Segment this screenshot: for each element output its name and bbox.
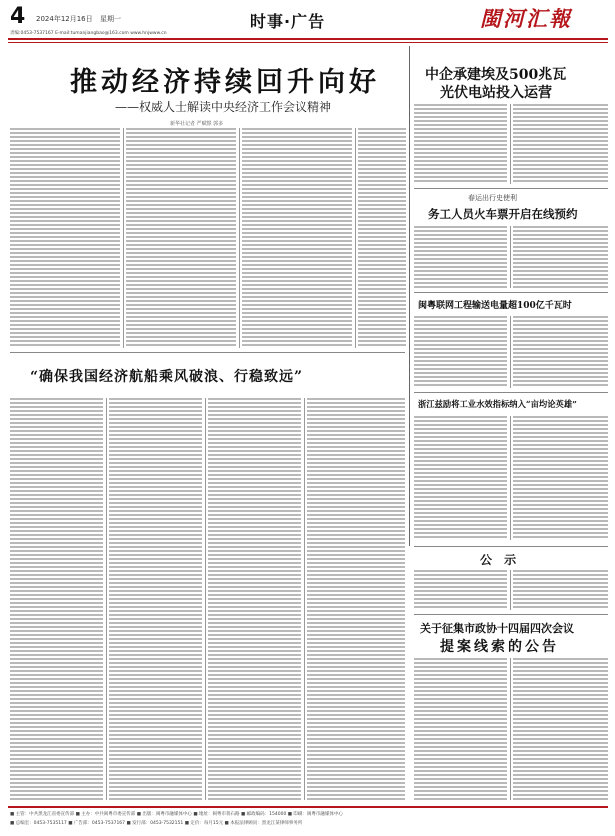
main-article-column-1 bbox=[10, 128, 120, 348]
masthead-rule-thin bbox=[8, 42, 608, 43]
footer-rule bbox=[8, 806, 608, 808]
section-title: 时事·广告 bbox=[250, 12, 326, 31]
second-article-column-1 bbox=[10, 398, 103, 800]
contact-info: 责编:0453-7537167 E-mail:tumanjiangbao@163.com www.hnjwww.cn bbox=[10, 31, 167, 36]
footer-line-2: ■ 总编室：0453-7535117 ■ 广告部：0453-7537167 ■ 发行部：0453-7532151 ■ 定价：每月15元 ■ 本报法律顾问：黑龙江某律师事务所 bbox=[10, 821, 303, 826]
second-article-column-3 bbox=[208, 398, 301, 800]
issue-date: 2024年12月16日 bbox=[36, 15, 93, 23]
second-article-column-2 bbox=[109, 398, 202, 800]
page-number: 4 bbox=[10, 4, 26, 29]
main-article-column-3 bbox=[242, 128, 352, 348]
masthead-rule bbox=[8, 38, 608, 40]
second-headline: “确保我国经济航船乘风破浪、行稳致远” bbox=[30, 369, 304, 385]
issue-weekday: 星期一 bbox=[100, 15, 121, 23]
footer-line-1: ■ 主管：中共黑龙江省委宣传部 ■ 主办：中共闽粤市委宣传部 ■ 出版：闽粤市融媒体中心 ■ 地址：闽粤市蒋石路 ■ 邮政编码：154000 ■ 印刷：闽粤市融媒体中心 bbox=[10, 812, 343, 817]
main-article-column-4 bbox=[358, 128, 406, 348]
main-subheadline: ——权威人士解读中央经济工作会议精神 bbox=[115, 100, 332, 114]
right-headline-1-line2: 光伏电站投入运营 bbox=[440, 85, 552, 101]
column-divider bbox=[409, 46, 410, 546]
second-article-column-4 bbox=[307, 398, 405, 800]
main-headline: 推动经济持续回升向好 bbox=[70, 67, 380, 98]
notice-title: 公 示 bbox=[480, 553, 521, 567]
bottom-headline-line2: 提案线索的公告 bbox=[440, 639, 559, 655]
main-article-column-2 bbox=[126, 128, 236, 348]
right-kicker-2: 春运出行史使利 bbox=[468, 194, 517, 202]
right-headline-3: 闽粤联网工程输送电量超100亿千瓦时 bbox=[418, 301, 572, 311]
right-headline-4: 浙江兹励将工业水效指标纳入“亩均论英雄” bbox=[418, 399, 577, 409]
bottom-headline-line1: 关于征集市政协十四届四次会议 bbox=[420, 622, 574, 635]
right-headline-2: 务工人员火车票开启在线预约 bbox=[428, 207, 578, 221]
main-byline: 新华社记者 严赋憬 郭多 bbox=[170, 121, 224, 127]
right-headline-1-line1: 中企承建埃及500兆瓦 bbox=[425, 67, 567, 83]
newspaper-logo: 閩河汇報 bbox=[480, 6, 572, 31]
